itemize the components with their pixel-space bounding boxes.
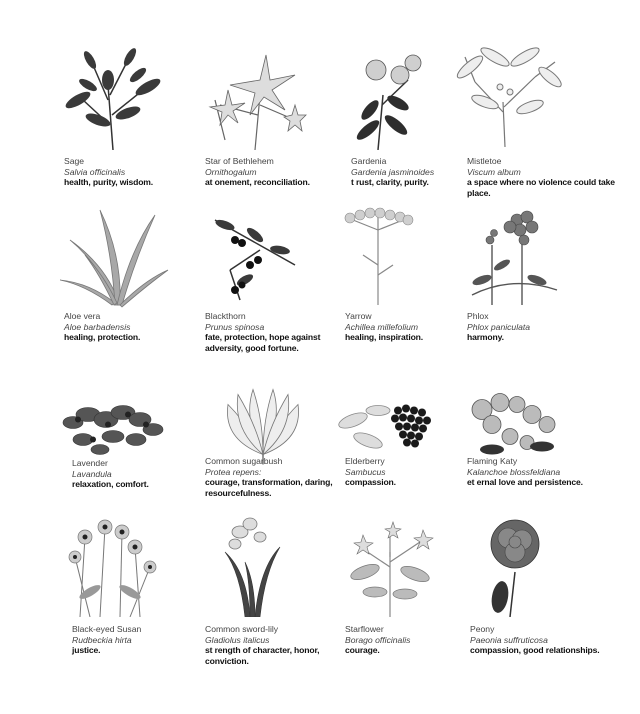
- latin-name: Sambucus: [345, 466, 386, 477]
- peony-illustration: [460, 512, 570, 617]
- blackthorn-illustration: [200, 205, 310, 310]
- common-name: Blackthorn: [205, 311, 246, 321]
- latin-name: Ornithogalum: [205, 166, 257, 177]
- latin-name: Phlox paniculata: [467, 321, 531, 332]
- latin-name: Salvia officinalis: [64, 166, 126, 177]
- yarrow-illustration: [338, 205, 448, 310]
- latin-name: Gladiolus italicus: [205, 634, 270, 645]
- common-name: Mistletoe: [467, 156, 502, 166]
- latin-name: Lavandula: [72, 468, 112, 479]
- meaning: et ernal love and persistence.: [467, 477, 583, 488]
- mistletoe-illustration: [455, 42, 565, 147]
- gladiolus-illustration: [205, 512, 315, 617]
- aloe-vera-illustration: [60, 205, 170, 310]
- latin-name: Achillea millefolium: [345, 321, 419, 332]
- meaning: healing, inspiration.: [345, 332, 424, 343]
- latin-name: Kalanchoe blossfeldiana: [467, 466, 561, 477]
- sage-illustration: [58, 45, 168, 150]
- meaning: compassion, good relationships.: [470, 645, 600, 656]
- common-name: Yarrow: [345, 311, 372, 321]
- meaning: courage.: [345, 645, 380, 656]
- latin-name: Gardenia jasminoides: [351, 166, 435, 177]
- common-name: Phlox: [467, 311, 489, 321]
- meaning: t rust, clarity, purity.: [351, 177, 429, 188]
- latin-name: Paeonia suffruticosa: [470, 634, 548, 645]
- common-name: Elderberry: [345, 456, 385, 466]
- black-eyed-susan-illustration: [60, 512, 170, 617]
- common-name: Common sugarbush: [205, 456, 283, 466]
- common-name: Star of Bethlehem: [205, 156, 274, 166]
- meaning: relaxation, comfort.: [72, 479, 149, 490]
- meaning: compassion.: [345, 477, 396, 488]
- common-name: Sage: [64, 156, 85, 166]
- latin-name: Rudbeckia hirta: [72, 634, 132, 645]
- star-of-bethlehem-illustration: [200, 45, 310, 150]
- meaning: fate, protection, hope against adversity, good fortune.: [205, 332, 321, 353]
- latin-name: Protea repens:: [205, 466, 262, 477]
- common-name: Peony: [470, 624, 495, 634]
- common-name: Black-eyed Susan: [72, 624, 142, 634]
- meaning: justice.: [72, 645, 101, 656]
- meaning: health, purity, wisdom.: [64, 177, 154, 188]
- common-name: Lavender: [72, 458, 108, 468]
- common-name: Gardenia: [351, 156, 387, 166]
- latin-name: Prunus spinosa: [205, 321, 265, 332]
- phlox-illustration: [462, 205, 572, 310]
- meaning: a space where no violence could take place.: [467, 177, 615, 198]
- latin-name: Viscum album: [467, 166, 521, 177]
- common-name: Aloe vera: [64, 311, 101, 321]
- latin-name: Borago officinalis: [345, 634, 411, 645]
- latin-name: Aloe barbadensis: [64, 321, 131, 332]
- meaning: courage, transformation, daring, resourcefulness.: [205, 477, 333, 498]
- starflower-illustration: [340, 512, 450, 617]
- meaning: st rength of character, honor, conviction.: [205, 645, 320, 666]
- meaning: healing, protection.: [64, 332, 141, 343]
- common-name: Starflower: [345, 624, 384, 634]
- meaning: harmony.: [467, 332, 504, 343]
- common-name: Common sword-lily: [205, 624, 279, 634]
- common-name: Flaming Katy: [467, 456, 518, 466]
- meaning: at onement, reconciliation.: [205, 177, 310, 188]
- gardenia-illustration: [338, 45, 448, 150]
